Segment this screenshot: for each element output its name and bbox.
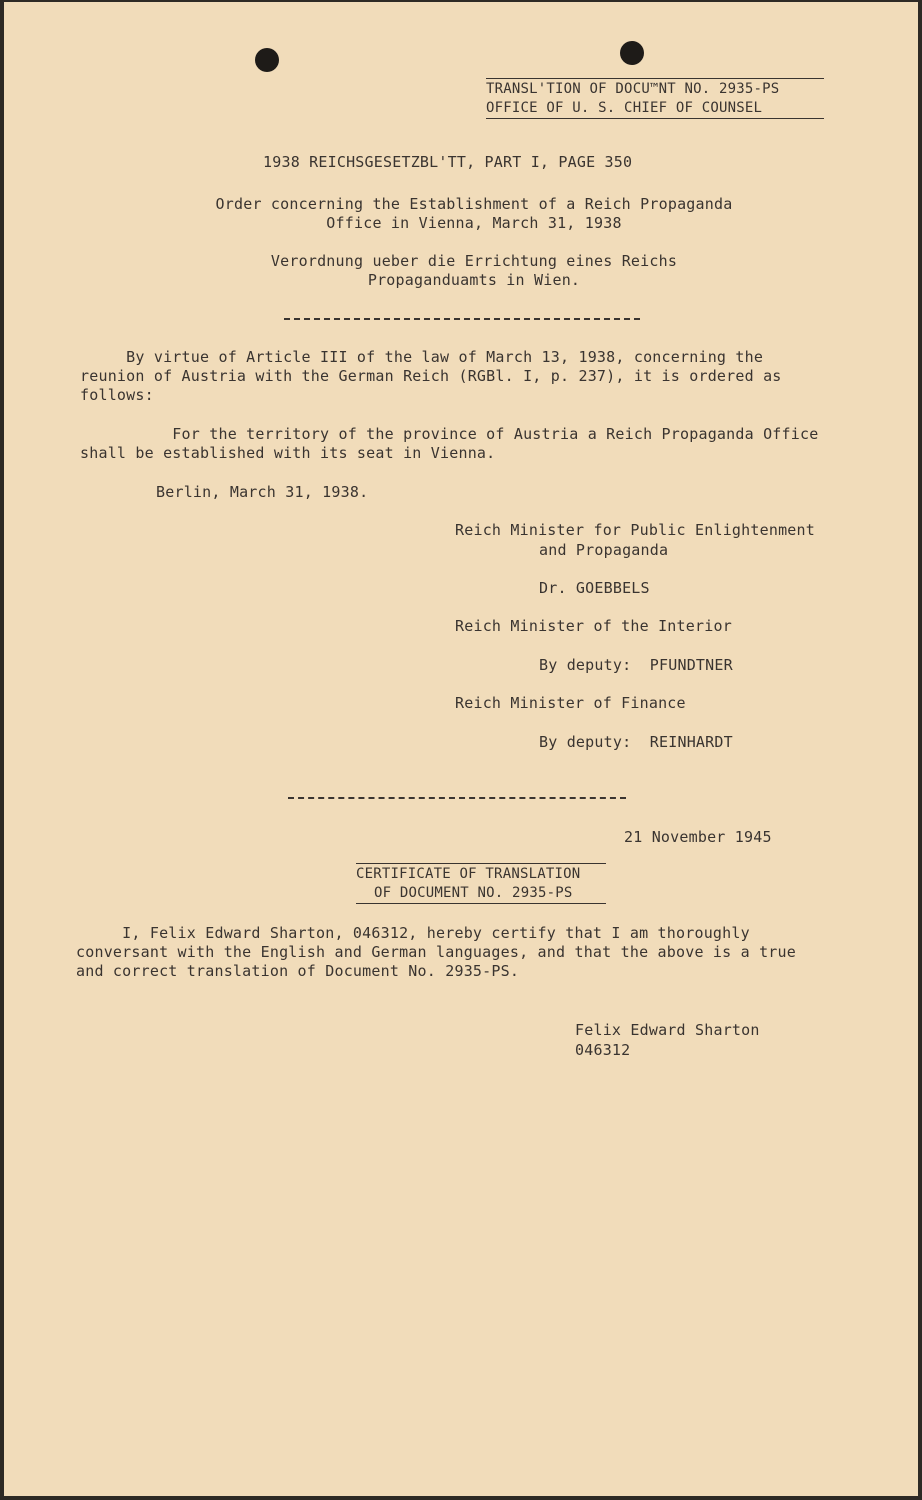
certificate-heading-line-1: CERTIFICATE OF TRANSLATION xyxy=(356,866,581,882)
certificate-heading-rule-top xyxy=(356,863,606,864)
certificate-text-line-1: I, Felix Edward Sharton, 046312, hereby certify that I am thoroughly xyxy=(76,924,750,942)
certificate-heading-line-2: OF DOCUMENT NO. 2935-PS xyxy=(374,885,573,901)
title-line-1: Order concerning the Establishment of a Reich Propaganda xyxy=(215,195,733,213)
certificate-heading-rule-bottom xyxy=(356,903,606,904)
minister-1-title-line-2: and Propaganda xyxy=(539,541,669,559)
punch-hole-left xyxy=(255,48,279,72)
minister-2-signature: By deputy: PFUNDTNER xyxy=(539,656,733,674)
place-and-date: Berlin, March 31, 1938. xyxy=(156,483,369,501)
dashed-divider-2 xyxy=(288,797,626,799)
document-page xyxy=(4,2,918,1496)
header-rule-top xyxy=(486,78,824,79)
paragraph-2-line-1: For the territory of the province of Austria a Reich Propaganda Office xyxy=(80,425,819,443)
certificate-text-line-2: conversant with the English and German languages, and that the above is a true xyxy=(76,943,796,961)
translator-name: Felix Edward Sharton xyxy=(575,1021,760,1039)
punch-hole-right xyxy=(620,41,644,65)
header-line-2: OFFICE OF U. S. CHIEF OF COUNSEL xyxy=(486,100,763,116)
paragraph-1-line-2: reunion of Austria with the German Reich (RGBl. I, p. 237), it is ordered as xyxy=(80,367,782,385)
minister-1-title-line-1: Reich Minister for Public Enlightenment xyxy=(455,521,815,539)
minister-1-signature: Dr. GOEBBELS xyxy=(539,579,650,597)
german-title-line-2: Propaganduamts in Wien. xyxy=(367,271,581,289)
certificate-date: 21 November 1945 xyxy=(624,828,772,846)
header-line-1: TRANSL'TION OF DOCU™NT NO. 2935-PS xyxy=(486,81,780,97)
minister-3-signature: By deputy: REINHARDT xyxy=(539,733,733,751)
dashed-divider-1 xyxy=(284,318,640,320)
paragraph-2-line-2: shall be established with its seat in Vienna. xyxy=(80,444,496,462)
source-citation: 1938 REICHSGESETZBL'TT, PART I, PAGE 350 xyxy=(263,153,633,171)
header-rule-bottom xyxy=(486,118,824,119)
certificate-text-line-3: and correct translation of Document No. 2935-PS. xyxy=(76,962,520,980)
minister-2-title: Reich Minister of the Interior xyxy=(455,617,732,635)
title-line-2: Office in Vienna, March 31, 1938 xyxy=(326,214,622,232)
paragraph-1-line-1: By virtue of Article III of the law of March 13, 1938, concerning the xyxy=(80,348,764,366)
minister-3-title: Reich Minister of Finance xyxy=(455,694,686,712)
paragraph-1-line-3: follows: xyxy=(80,386,154,404)
translator-id: 046312 xyxy=(575,1041,631,1059)
german-title-line-1: Verordnung ueber die Errichtung eines Reichs xyxy=(270,252,678,270)
